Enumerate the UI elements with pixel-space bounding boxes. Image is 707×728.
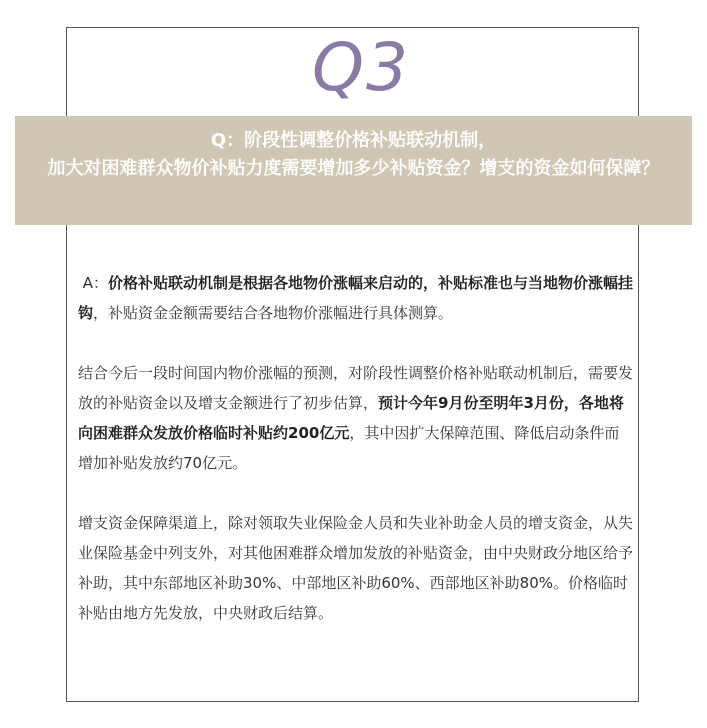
answer-paragraph-1 [78, 268, 634, 328]
question-line-1: Q：阶段性调整价格补贴联动机制， [210, 130, 497, 151]
answer-p1-bold: 价格补贴联动机制是根据各地物价涨幅来启动的，补贴标准也与当地物价涨幅挂钩 [78, 274, 634, 322]
answer-body [78, 268, 634, 658]
answer-paragraph-2 [78, 358, 634, 478]
answer-p2-bold: 预计今年9月份至明年3月份，各地将向困难群众发放价格临时补贴约200亿元 [78, 394, 624, 442]
answer-paragraph-3: 增支资金保障渠道上，除对领取失业保险金人员和失业补助金人员的增支资金，从失业保险基金中列支外，对其他困难群众增加发放的补贴资金，由中央财政分地区给予补助，其中东部地区补助30%、中部地区补助60%、西部地区补助80%。价格临时补贴由地方先发放，中央财政后结算。 [78, 514, 634, 622]
question-line-2: 加大对困难群众物价补贴力度需要增加多少补贴资金？增支的资金如何保障？ [47, 158, 660, 179]
answer-p2-lead: 结合今后一段时间国内物价涨幅的预测，对阶段性调整价格补贴联动机制后，需要发放的补贴资金以及增支金额进行了初步估算， [78, 364, 634, 412]
answer-prefix: A： [82, 274, 109, 292]
question-number: Q3 [312, 29, 410, 106]
answer-p2-rest: ，其中因扩大保障范围、降低启动条件而增加补贴发放约70亿元。 [78, 424, 620, 472]
question-banner [15, 116, 692, 225]
answer-p1-rest: ，补贴资金金额需要结合各地物价涨幅进行具体测算。 [93, 304, 454, 322]
